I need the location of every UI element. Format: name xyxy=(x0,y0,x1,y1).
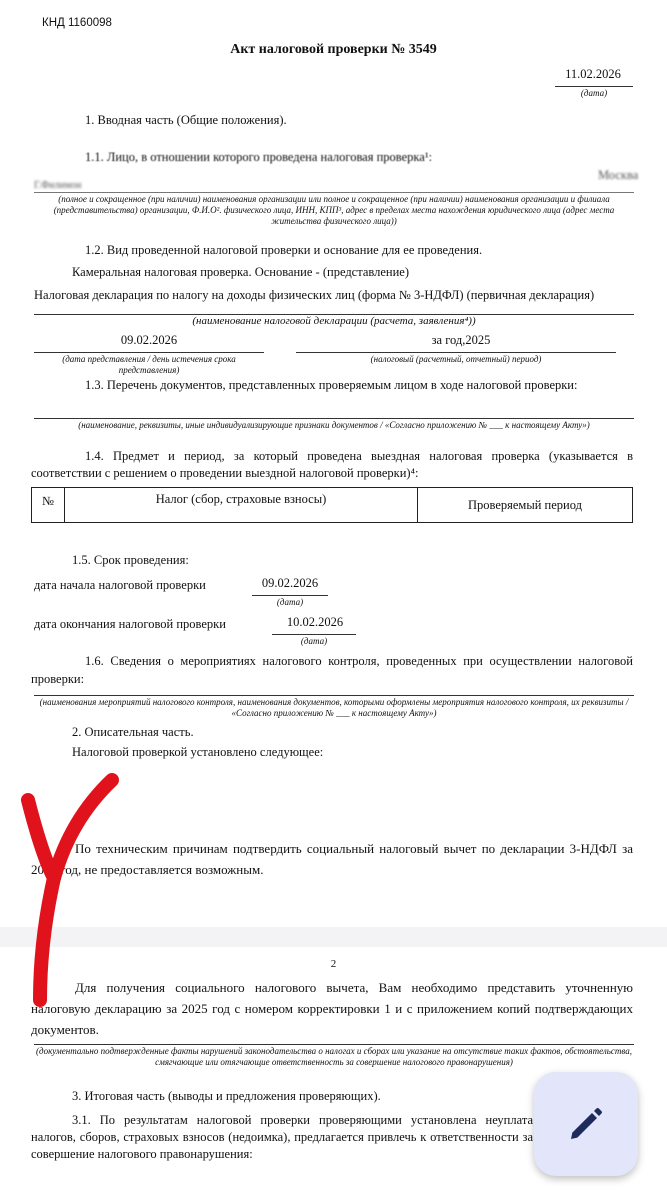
red-checkmark-annotation xyxy=(0,760,160,1020)
recommendation-paragraph: Для получения социального налогового вычета, Вам необходимо представить уточненную налоговую декларацию за 2025 год с номером корректировки 1 и с приложением копий подтверждающих документов. xyxy=(31,980,633,1037)
form-code: КНД 1160098 xyxy=(42,17,112,29)
taxpayer-caption: (полное и сокращенное (при наличии) наименования организации или полное и сокращенное (при наличии) наименования организации и филиала (представительства) организации, Ф.И.О². физического лица, ИНН, КПП³, адрес в пределах места нахождения юридического лица (адрес места жительства физического лица)) xyxy=(53,194,615,226)
tax-period: за год,2025 xyxy=(431,333,491,347)
act-date: 11.02.2026 xyxy=(565,67,621,81)
inspection-subject-table xyxy=(31,487,633,523)
section-1-3: 1.3. Перечень документов, представленных проверяемым лицом в ходе налоговой проверки: xyxy=(85,378,578,392)
section-1-2: 1.2. Вид проведенной налоговой проверки и основание для ее проведения. xyxy=(85,243,483,257)
table-header-number: № xyxy=(32,488,65,523)
established-label: Налоговой проверкой установлено следующее: xyxy=(72,745,324,759)
edit-fab-button[interactable] xyxy=(534,1072,638,1176)
submit-date-caption: (дата представления / день истечения срока представления) xyxy=(62,354,236,375)
section-1-6: 1.6. Сведения о мероприятиях налогового контроля, проведенных при осуществлении налоговой проверки: xyxy=(31,654,633,686)
pencil-icon xyxy=(566,1104,606,1144)
table-header-tax: Налог (сбор, страховые взносы) xyxy=(65,488,418,523)
start-date-label: дата начала налоговой проверки xyxy=(34,578,206,592)
documents-caption: (наименование, реквизиты, иные индивидуализирующие признаки документов / «Согласно приложению № ___ к настоящему Акту») xyxy=(78,420,590,430)
taxpayer-city: Москва xyxy=(598,168,639,182)
control-measures-caption: (наименования мероприятий налогового контроля, наименования документов, которыми оформлены мероприятия налогового контроля, их реквизиты / «Согласно приложению № ___ к настоящему Акту») xyxy=(39,697,629,718)
descriptive-heading: 2. Описательная часть. xyxy=(72,725,194,739)
inspection-type: Камеральная налоговая проверка. Основание - (представление) xyxy=(72,265,410,279)
tax-period-caption: (налоговый (расчетный, отчетный) период) xyxy=(370,354,542,364)
section-1-5: 1.5. Срок проведения: xyxy=(72,553,189,567)
final-heading: 3. Итоговая часть (выводы и предложения проверяющих). xyxy=(72,1089,381,1103)
end-date-caption: (дата) xyxy=(300,636,328,646)
table-header-period: Проверяемый период xyxy=(418,488,633,523)
start-date: 09.02.2026 xyxy=(261,576,319,590)
page-number: 2 xyxy=(330,958,337,970)
section-1-1: 1.1. Лицо, в отношении которого проведена налоговая проверка¹: xyxy=(85,150,433,164)
section-3-1: 3.1. По результатам налоговой проверки проверяющими установлена неуплата налогов, сборов, страховых взносов (недоимка), предлагается привлечь к ответственности за совершение налогового правонарушения: xyxy=(31,1113,533,1161)
act-date-caption: (дата) xyxy=(580,88,608,98)
declaration-name: Налоговая декларация по налогу на доходы физических лиц (форма № 3-НДФЛ) (первичная декларация) xyxy=(34,288,595,302)
taxpayer-name: Г.Филимон xyxy=(34,180,82,191)
start-date-caption: (дата) xyxy=(276,597,304,607)
end-date: 10.02.2026 xyxy=(286,615,344,629)
document-title: Акт налоговой проверки № 3549 xyxy=(230,42,437,57)
declaration-caption: (наименование налоговой декларации (расчета, заявления⁴)) xyxy=(192,315,476,327)
recommendation-caption: (документально подтвержденные факты нарушений законодательства о налогах и сборах или указание на отсутствие таких фактов, обстоятельства, смягчающие или отягчающие ответственность за совершение налогового правонарушения) xyxy=(36,1046,632,1067)
intro-heading: 1. Вводная часть (Общие положения). xyxy=(85,113,287,127)
end-date-label: дата окончания налоговой проверки xyxy=(34,617,226,631)
finding-paragraph: По техническим причинам подтвердить социальный налоговый вычет по декларации 3-НДФЛ за 2025 год, не предоставляется возможным. xyxy=(31,841,633,877)
section-1-4: 1.4. Предмет и период, за который проведена выездная налоговая проверка (указывается в соответствии с решением о проведении выездной налоговой проверки)⁴: xyxy=(31,449,633,480)
submit-date: 09.02.2026 xyxy=(120,333,178,347)
